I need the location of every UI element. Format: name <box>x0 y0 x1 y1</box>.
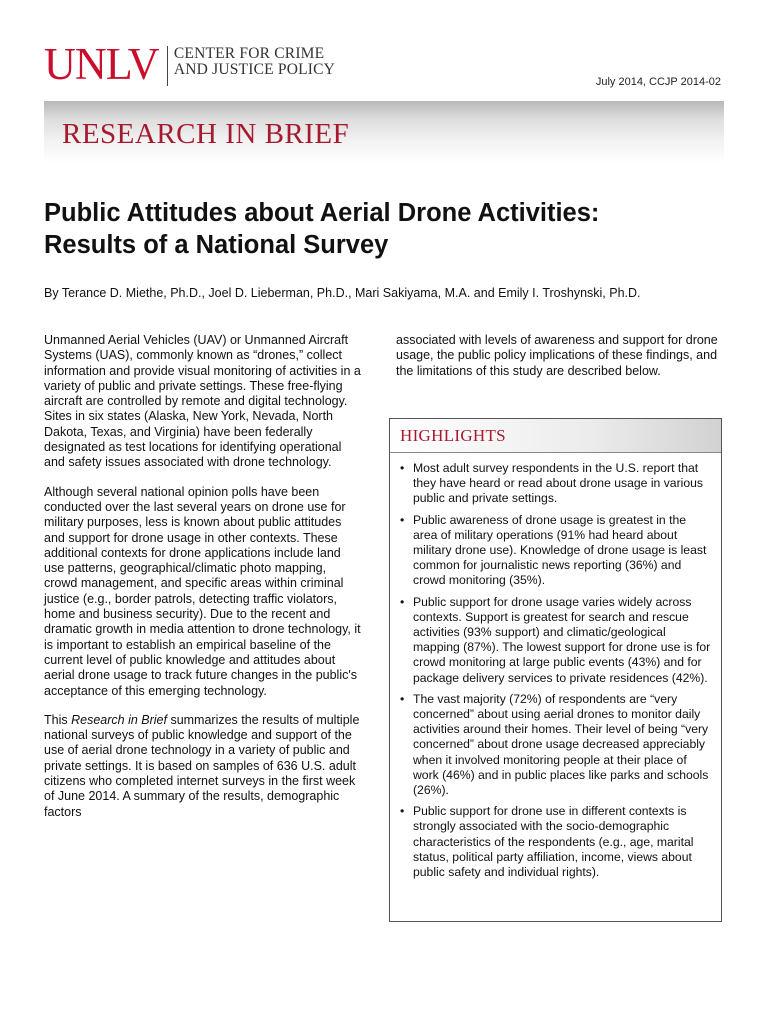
banner-title: RESEARCH IN BRIEF <box>62 118 350 150</box>
title-line2: Results of a National Survey <box>44 231 389 259</box>
byline: By Terance D. Miethe, Ph.D., Joel D. Lieberman, Ph.D., Mari Sakiyama, M.A. and Emily I. Troshynski, Ph.D. <box>44 286 641 300</box>
logo-wordmark: UNLV <box>44 39 159 89</box>
center-name <box>174 46 335 78</box>
right-column <box>396 333 726 393</box>
center-name-line1: CENTER FOR CRIME <box>173 45 325 62</box>
research-in-brief-banner <box>44 101 724 164</box>
unlv-logo <box>44 39 336 89</box>
highlights-list <box>390 453 721 880</box>
paragraph-intro: Unmanned Aerial Vehicles (UAV) or Unmanned Aircraft Systems (UAS), commonly known as “drones,” collect information and provide visual monitoring of activities in a variety of public and private settings. These free-flying aircraft are controlled by remote and digital technology. Sites in six states (Alaska, New York, Nevada, North Dakota, Texas, and Virginia) have been federally designated as test locations for identifying operational and safety issues associated with drone technology. <box>44 333 361 470</box>
page-title <box>44 197 734 261</box>
highlight-item: • Most adult survey respondents in the U.S. report that they have heard or read about drone usage in various public and private settings. <box>400 461 711 507</box>
highlight-item: • Public support for drone usage varies widely across contexts. Support is greatest for search and rescue activities (93% support) and climatic/geological mapping (87%). The lowest support for drone use is for crowd monitoring at large public events (43%) and for package delivery services to private residences (42%). <box>400 595 711 686</box>
highlights-box <box>389 418 722 922</box>
title-line1: Public Attitudes about Aerial Drone Activities: <box>44 199 600 227</box>
highlights-title: HIGHLIGHTS <box>400 426 506 445</box>
highlights-header <box>390 419 721 453</box>
highlight-item: • Public awareness of drone usage is greatest in the area of military operations (91% had heard about military drone use). Knowledge of drone usage is least common for journalistic news reporting (36%) and crowd monitoring (35%). <box>400 513 711 589</box>
highlight-item: • The vast majority (72%) of respondents are “very concerned” about using aerial drones to monitor daily activities around their homes. Their level of being “very concerned” about drone usage decreased appreciably when it involved monitoring people at their place of work (46%) and in public places like parks and schools (26%). <box>400 692 711 798</box>
summary-lead: This <box>44 712 72 727</box>
paragraph-continued: associated with levels of awareness and support for drone usage, the public policy implications of these findings, and the limitations of this study are described below. <box>396 333 718 378</box>
paragraph-background: Although several national opinion polls have been conducted over the last several years on drone use for military purposes, less is known about public attitudes and support for drone usage in other contexts. These additional contexts for drone applications include land use patterns, geographical/climatic photo mapping, crowd management, and specific areas within criminal justice (e.g., border patrols, detecting traffic violators, home and business security). Due to the recent and dramatic growth in media attention to drone technology, it is important to establish an empirical baseline of the current level of public knowledge and attitudes about aerial drone usage to track future changes in the public's acceptance of this emerging technology. <box>44 484 361 698</box>
summary-rest: summarizes the results of multiple national surveys of public knowledge and support of the use of aerial drone technology in a variety of public and private settings. It is based on samples of 636 U.S. adult citizens who completed internet surveys in the first week of June 2014. A summary of the results, demographic factors <box>44 712 360 819</box>
logo-divider <box>167 46 168 86</box>
summary-italic: Research in Brief <box>71 712 167 727</box>
center-name-line2: AND JUSTICE POLICY <box>173 61 336 78</box>
report-id: July 2014, CCJP 2014-02 <box>595 76 721 88</box>
left-column <box>44 333 362 834</box>
highlight-item: • Public support for drone use in different contexts is strongly associated with the socio-demographic characteristics of the respondents (e.g., age, marital status, political party affiliation, income, views about public safety and individual rights). <box>400 804 711 880</box>
paragraph-summary <box>44 713 362 820</box>
